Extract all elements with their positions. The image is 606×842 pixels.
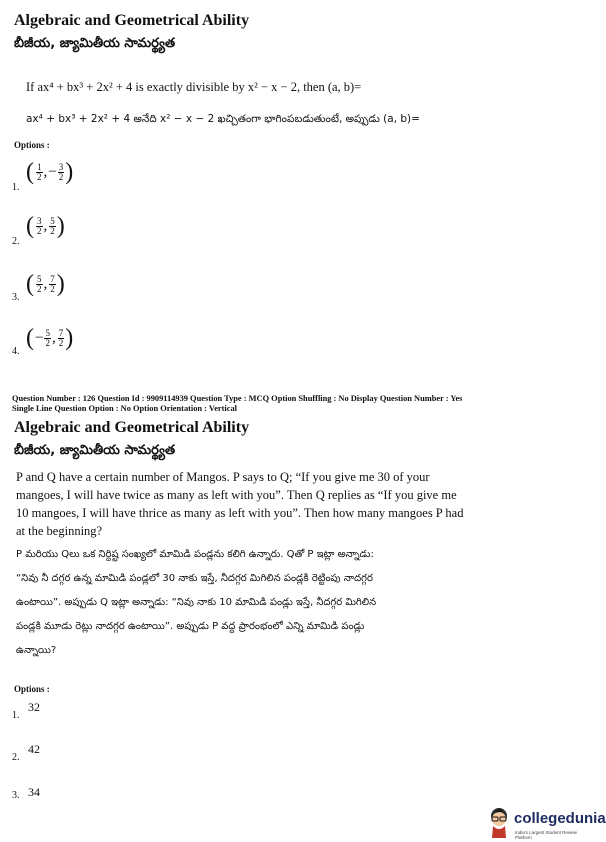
right-paren: ) [65,159,74,185]
option-number: 2. [12,752,20,763]
fraction-b: $\frac{7}{2}$ [58,327,64,348]
option-fraction-pair [26,214,65,238]
fraction-b: $\frac{3}{2}$ [58,161,64,182]
comma: , [51,329,56,346]
q1-option-2[interactable] [10,214,130,250]
q1-option-3[interactable] [10,272,130,308]
option-number: 1. [12,182,20,193]
question-meta-line-2: Single Line Question Option : No Option Orientation : Vertical [12,404,237,413]
q2-question-telugu [16,543,576,663]
fraction-a: $\frac{5}{2}$ [37,273,42,294]
q2-options-label: Options : [14,684,50,694]
q2-question-english-line: mangoes, I will have twice as many as left with you”. Then Q replies as “If you give me [16,488,457,502]
q2-question-telugu-line: పండ్లకి మూడు రెట్లు నాదగ్గర ఉంటాయి”. అప్పుడు P వద్ద ప్రారంభంలో ఎన్ని మామిడి పండ్లు [16,621,365,632]
q1-question-english: If ax⁴ + bx³ + 2x² + 4 is exactly divisible by x² − x − 2, then (a, b)= [26,80,362,94]
q2-question-telugu-line: ఉంటాయి”. అప్పుడు Q ఇట్లా అన్నాడు: “నివు నాకు 10 మామిడి పండ్లు ఇస్తే, నీదగ్గర మిగిలిన [16,597,377,608]
fraction-b: $\frac{5}{2}$ [50,215,55,236]
student-mascot-icon [486,806,512,838]
comma: , [43,163,48,180]
question-meta [12,394,587,414]
q1-subject-telugu: బీజీయ, జ్యామితీయ సామర్థ్యత [14,36,176,51]
option-fraction-pair [26,272,65,296]
left-paren: ( [26,325,34,351]
q2-question-telugu-line: ఉన్నాయి? [16,645,57,656]
option-number: 3. [12,790,20,801]
q2-option-2[interactable] [10,740,90,768]
right-paren: ) [56,213,65,239]
logo-wordmark: collegedunia [514,810,606,827]
q2-subject-telugu: బీజీయ, జ్యామితీయ సామర్థ్యత [14,443,176,458]
question-meta-line-1: Question Number : 126 Question Id : 9909114939 Question Type : MCQ Option Shuffling : No Display Question Number : Yes [12,394,463,403]
q2-subject-english: Algebraic and Geometrical Ability [14,419,250,436]
q2-option-1[interactable] [10,698,90,726]
option-number: 1. [12,710,20,721]
fraction-a: $\frac{3}{2}$ [37,215,42,236]
q2-question-english [16,468,536,540]
q1-question-telugu: ax⁴ + bx³ + 2x² + 4 అనేది x² − x − 2 ఖచ్చితంగా భాగింపబడుతుంటే, అప్పుడు (a, b)= [26,113,420,125]
q2-option-3[interactable] [10,784,90,812]
option-value: 32 [28,700,40,714]
collegedunia-logo [486,806,606,840]
q2-question-english-line: 10 mangoes, I will have thrice as many as left with you”. Then how many mangoes P had [16,506,464,520]
comma: , [43,217,48,234]
q1-option-4[interactable] [10,326,130,362]
left-paren: ( [26,271,34,297]
option-number: 3. [12,292,20,303]
fraction-b: $\frac{7}{2}$ [50,273,55,294]
q1-option-1[interactable] [10,160,130,196]
q2-question-telugu-line: “నివు నీ దగ్గర ఉన్న మామిడి పండ్లలో 30 నాకు ఇస్తే, నీదగ్గర మిగిలిన పండ్లకి రెట్టింపు నాదగ్గర [16,573,373,584]
left-paren: ( [26,159,34,185]
comma: , [43,275,48,292]
sign-a: − [35,329,44,346]
fraction-a: $\frac{1}{2}$ [37,161,42,182]
q2-question-telugu-line: P మరియు Qలు ఒక నిర్దిష్ట సంఖ్యలో మామిడి పండ్లను కలిగి ఉన్నారు. Qతో P ఇట్లా అన్నాడు: [16,549,374,560]
q2-question-english-line: P and Q have a certain number of Mangos. P says to Q; “If you give me 30 of your [16,470,430,484]
option-value: 34 [28,785,40,799]
left-paren: ( [26,213,34,239]
fraction-a: $\frac{5}{2}$ [45,327,50,348]
option-value: 42 [28,742,40,756]
option-number: 2. [12,236,20,247]
right-paren: ) [65,325,74,351]
right-paren: ) [56,271,65,297]
sign-b: − [48,163,57,180]
option-fraction-pair [26,160,73,184]
q1-options-label: Options : [14,140,50,150]
option-number: 4. [12,346,20,357]
logo-tagline: India's Largest Student Review Platform [515,830,577,840]
q1-subject-english: Algebraic and Geometrical Ability [14,12,250,29]
option-fraction-pair [26,326,73,350]
q2-question-english-line: at the beginning? [16,524,103,538]
